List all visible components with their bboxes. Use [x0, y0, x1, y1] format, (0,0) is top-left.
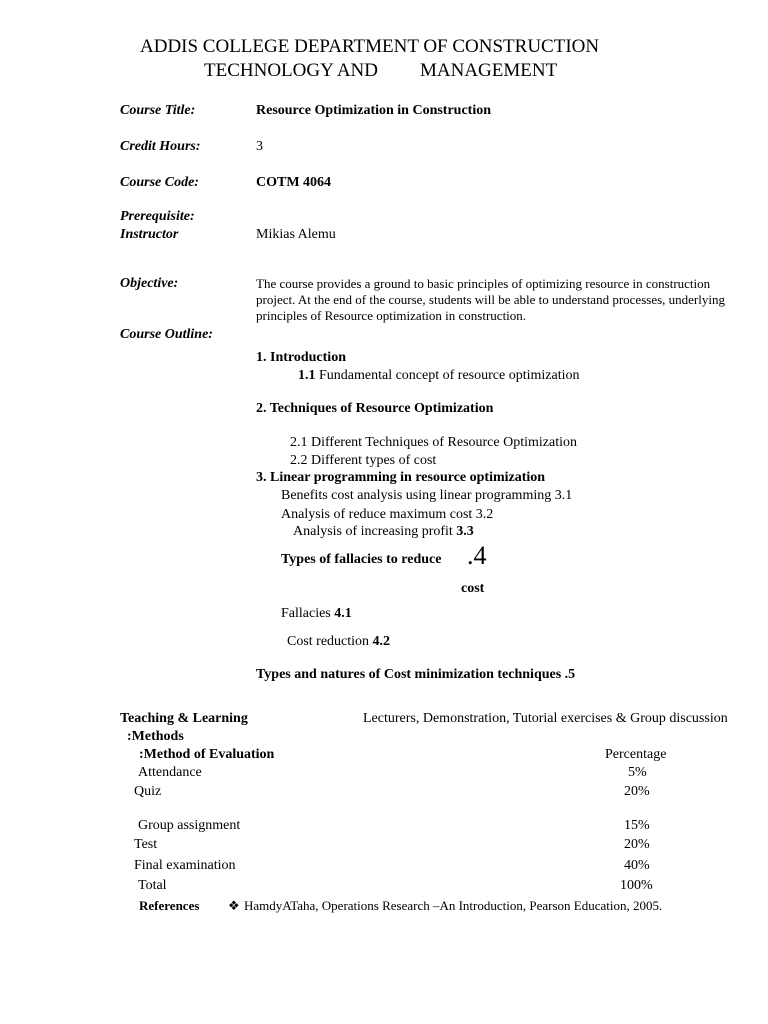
outline-section-4-number: .4	[467, 541, 487, 570]
teaching-label-line1: Teaching & Learning	[120, 711, 248, 726]
evaluation-row-percentage: 15%	[624, 818, 650, 833]
outline-item-3-3-number: 3.3	[456, 524, 474, 539]
course-code-value: COTM 4064	[256, 175, 332, 190]
evaluation-row-percentage: 20%	[624, 784, 650, 799]
outline-item-4-1-number: 4.1	[334, 606, 352, 621]
outline-item-1-1-number: 1.1	[298, 368, 316, 383]
outline-item-2-2: 2.2 Different types of cost	[290, 453, 437, 468]
objective-label: Objective:	[120, 276, 179, 291]
teaching-label-line2: :Methods	[127, 729, 184, 744]
outline-section-4-continued: cost	[461, 581, 485, 596]
evaluation-row-name: Final examination	[134, 858, 236, 873]
evaluation-row-name: Test	[134, 837, 158, 852]
page-title-line2b: MANAGEMENT	[420, 60, 558, 81]
evaluation-row-percentage: 5%	[628, 765, 647, 780]
outline-section-3: 3. Linear programming in resource optimization	[256, 470, 546, 485]
page-title-line1: ADDIS COLLEGE DEPARTMENT OF CONSTRUCTION	[140, 36, 600, 57]
outline-item-4-2-text: Cost reduction	[287, 634, 373, 649]
prerequisite-label: Prerequisite:	[120, 209, 195, 224]
course-title-label: Course Title:	[120, 103, 196, 118]
reference-item: HamdyATaha, Operations Research –An Introduction, Pearson Education, 2005.	[244, 898, 663, 913]
course-outline-label: Course Outline:	[120, 327, 213, 342]
evaluation-row-name: Group assignment	[138, 818, 241, 833]
credit-hours-value: 3	[256, 139, 263, 154]
instructor-label: Instructor	[120, 227, 179, 242]
page-title-line2a: TECHNOLOGY AND	[204, 60, 378, 81]
course-title-value: Resource Optimization in Construction	[256, 103, 492, 118]
outline-item-3-3	[293, 524, 474, 540]
outline-item-3-2: Analysis of reduce maximum cost 3.2	[281, 507, 494, 522]
outline-item-4-1	[281, 606, 352, 622]
outline-item-2-1: 2.1 Different Techniques of Resource Optimization	[290, 435, 577, 450]
outline-section-5: Types and natures of Cost minimization techniques .5	[256, 667, 576, 682]
evaluation-row-name: Quiz	[134, 784, 162, 799]
teaching-methods-value: Lecturers, Demonstration, Tutorial exercises & Group discussion	[363, 711, 728, 726]
evaluation-row-percentage: 40%	[624, 858, 650, 873]
objective-text: The course provides a ground to basic principles of optimizing resource in construction project. At the end of the course, students will be able to understand processes, underlying principles of Resource optimization in construction.	[256, 276, 725, 323]
evaluation-row-name: Attendance	[138, 765, 202, 780]
outline-item-4-2	[287, 634, 390, 650]
outline-section-2: 2. Techniques of Resource Optimization	[256, 401, 494, 416]
course-code-label: Course Code:	[120, 175, 199, 190]
outline-item-3-1: Benefits cost analysis using linear programming 3.1	[281, 488, 573, 503]
evaluation-header-percentage: Percentage	[605, 747, 667, 762]
evaluation-row-percentage: 100%	[620, 878, 653, 893]
evaluation-header-label: :Method of Evaluation	[139, 747, 275, 762]
outline-item-4-2-number: 4.2	[372, 634, 391, 649]
instructor-value: Mikias Alemu	[256, 227, 336, 242]
diamond-bullet-icon: ❖	[228, 898, 240, 913]
outline-section-1: 1. Introduction	[256, 350, 346, 365]
outline-item-4-1-text: Fallacies	[281, 606, 335, 621]
evaluation-row-percentage: 20%	[624, 837, 650, 852]
credit-hours-label: Credit Hours:	[120, 139, 201, 154]
outline-item-1-1	[298, 368, 579, 384]
outline-section-4: Types of fallacies to reduce	[281, 552, 442, 567]
outline-item-3-3-text: Analysis of increasing profit	[293, 524, 457, 539]
outline-item-1-1-text: Fundamental concept of resource optimization	[315, 368, 580, 383]
evaluation-row-name: Total	[138, 878, 167, 893]
references-label: References	[139, 898, 200, 913]
